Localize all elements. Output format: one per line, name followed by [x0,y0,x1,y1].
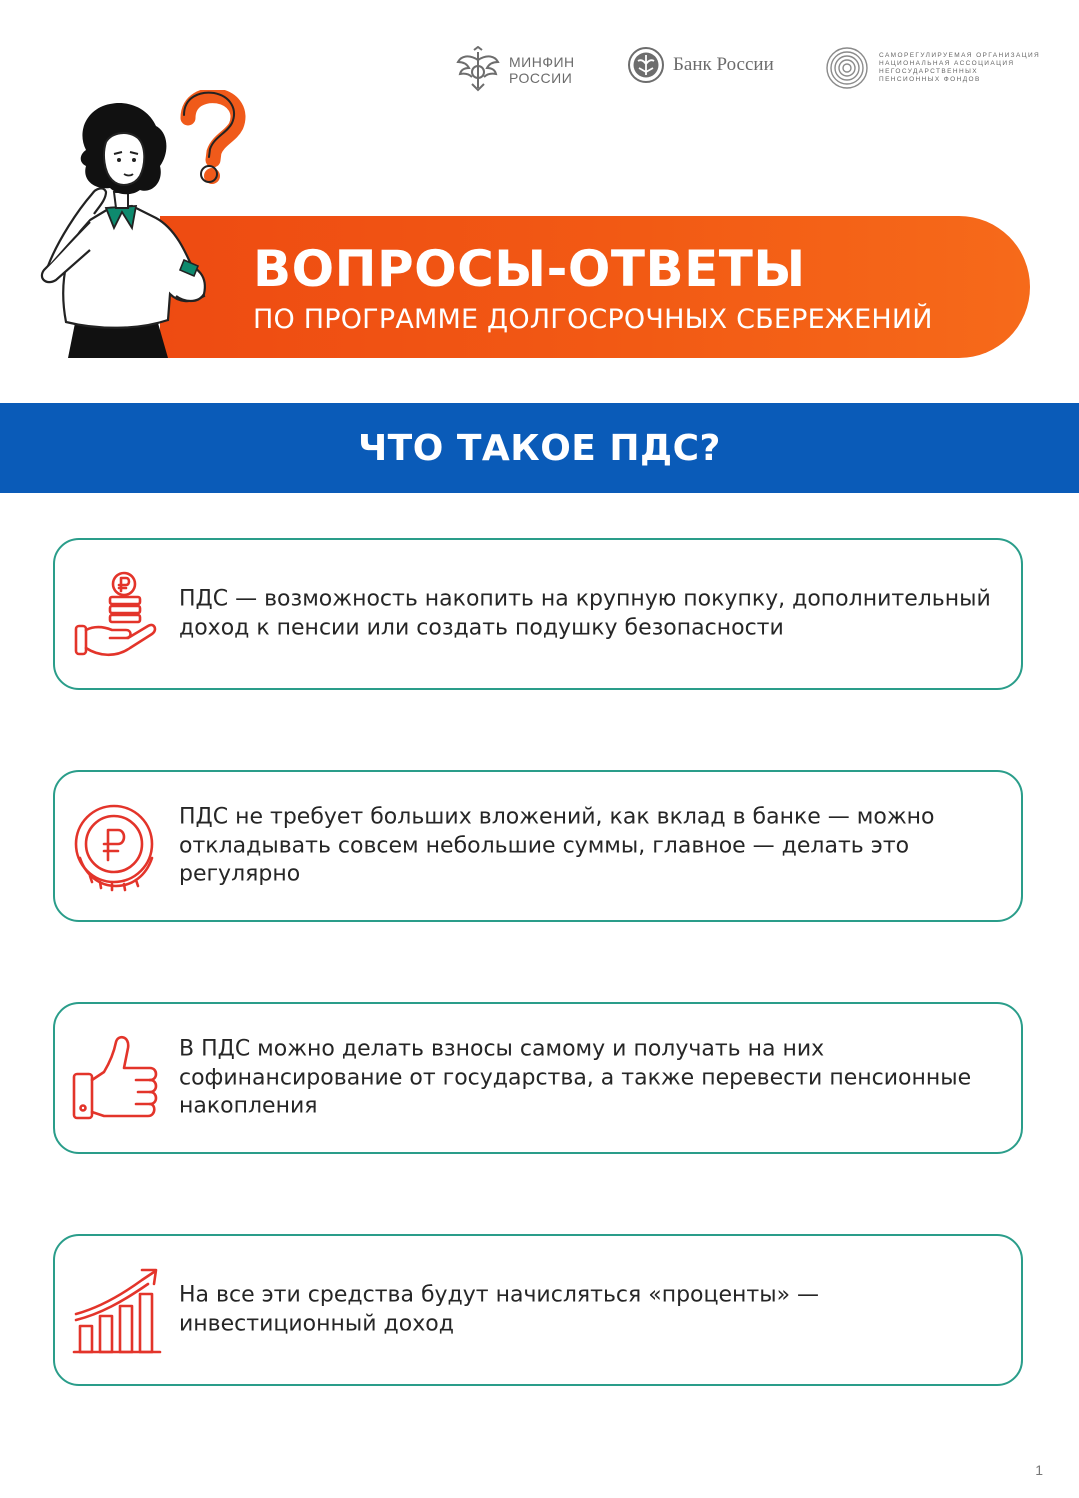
hero [0,90,1079,370]
info-card [53,538,1023,690]
bank-russia-logo [627,46,774,84]
thumbs-up-icon [70,1032,162,1124]
napf-line-2: НАЦИОНАЛЬНАЯ АССОЦИАЦИЯ [879,60,1015,67]
page-title: ВОПРОСЫ-ОТВЕТЫ [253,240,806,298]
minfin-line-2: РОССИИ [509,70,573,86]
eagle-emblem-icon [455,46,501,94]
growth-chart-icon [70,1264,162,1356]
info-card [53,1002,1023,1154]
page-number: 1 [1035,1462,1043,1478]
napf-line-3: НЕГОСУДАРСТВЕННЫХ [879,68,978,75]
napf-spiral-icon [825,46,869,90]
card-text: ПДС не требует больших вложений, как вклад в банке — можно откладывать совсем небольшие суммы, главное — делать это регулярно [179,804,935,887]
page-subtitle: ПО ПРОГРАММЕ ДОЛГОСРОЧНЫХ СБЕРЕЖЕНИЙ [253,304,933,335]
bank-russia-name: Банк России [673,54,774,75]
napf-line-4: ПЕНСИОННЫХ ФОНДОВ [879,76,981,83]
napf-line-1: САМОРЕГУЛИРУЕМАЯ ОРГАНИЗАЦИЯ [879,52,1041,59]
section-title: ЧТО ТАКОЕ ПДС? [358,427,721,469]
info-card [53,770,1023,922]
napf-logo [825,46,1041,90]
section-header [0,403,1079,493]
title-banner [160,216,1030,358]
question-mark-icon [184,93,238,184]
bank-russia-emblem-icon [627,46,665,84]
card-text: ПДС — возможность накопить на крупную покупку, дополнительный доход к пенсии или создать подушку безопасности [179,586,991,640]
ruble-coin-icon [70,800,162,892]
minfin-logo [455,46,575,94]
thinking-woman-illustration [28,90,258,362]
card-text: В ПДС можно делать взносы самому и получать на них софинансирование от государства, а также перевести пенсионные накопления [179,1036,972,1119]
coins-in-hand-icon [70,568,162,660]
minfin-line-1: МИНФИН [509,54,575,70]
card-text: На все эти средства будут начисляться «проценты» — инвестиционный доход [179,1282,820,1336]
info-card [53,1234,1023,1386]
